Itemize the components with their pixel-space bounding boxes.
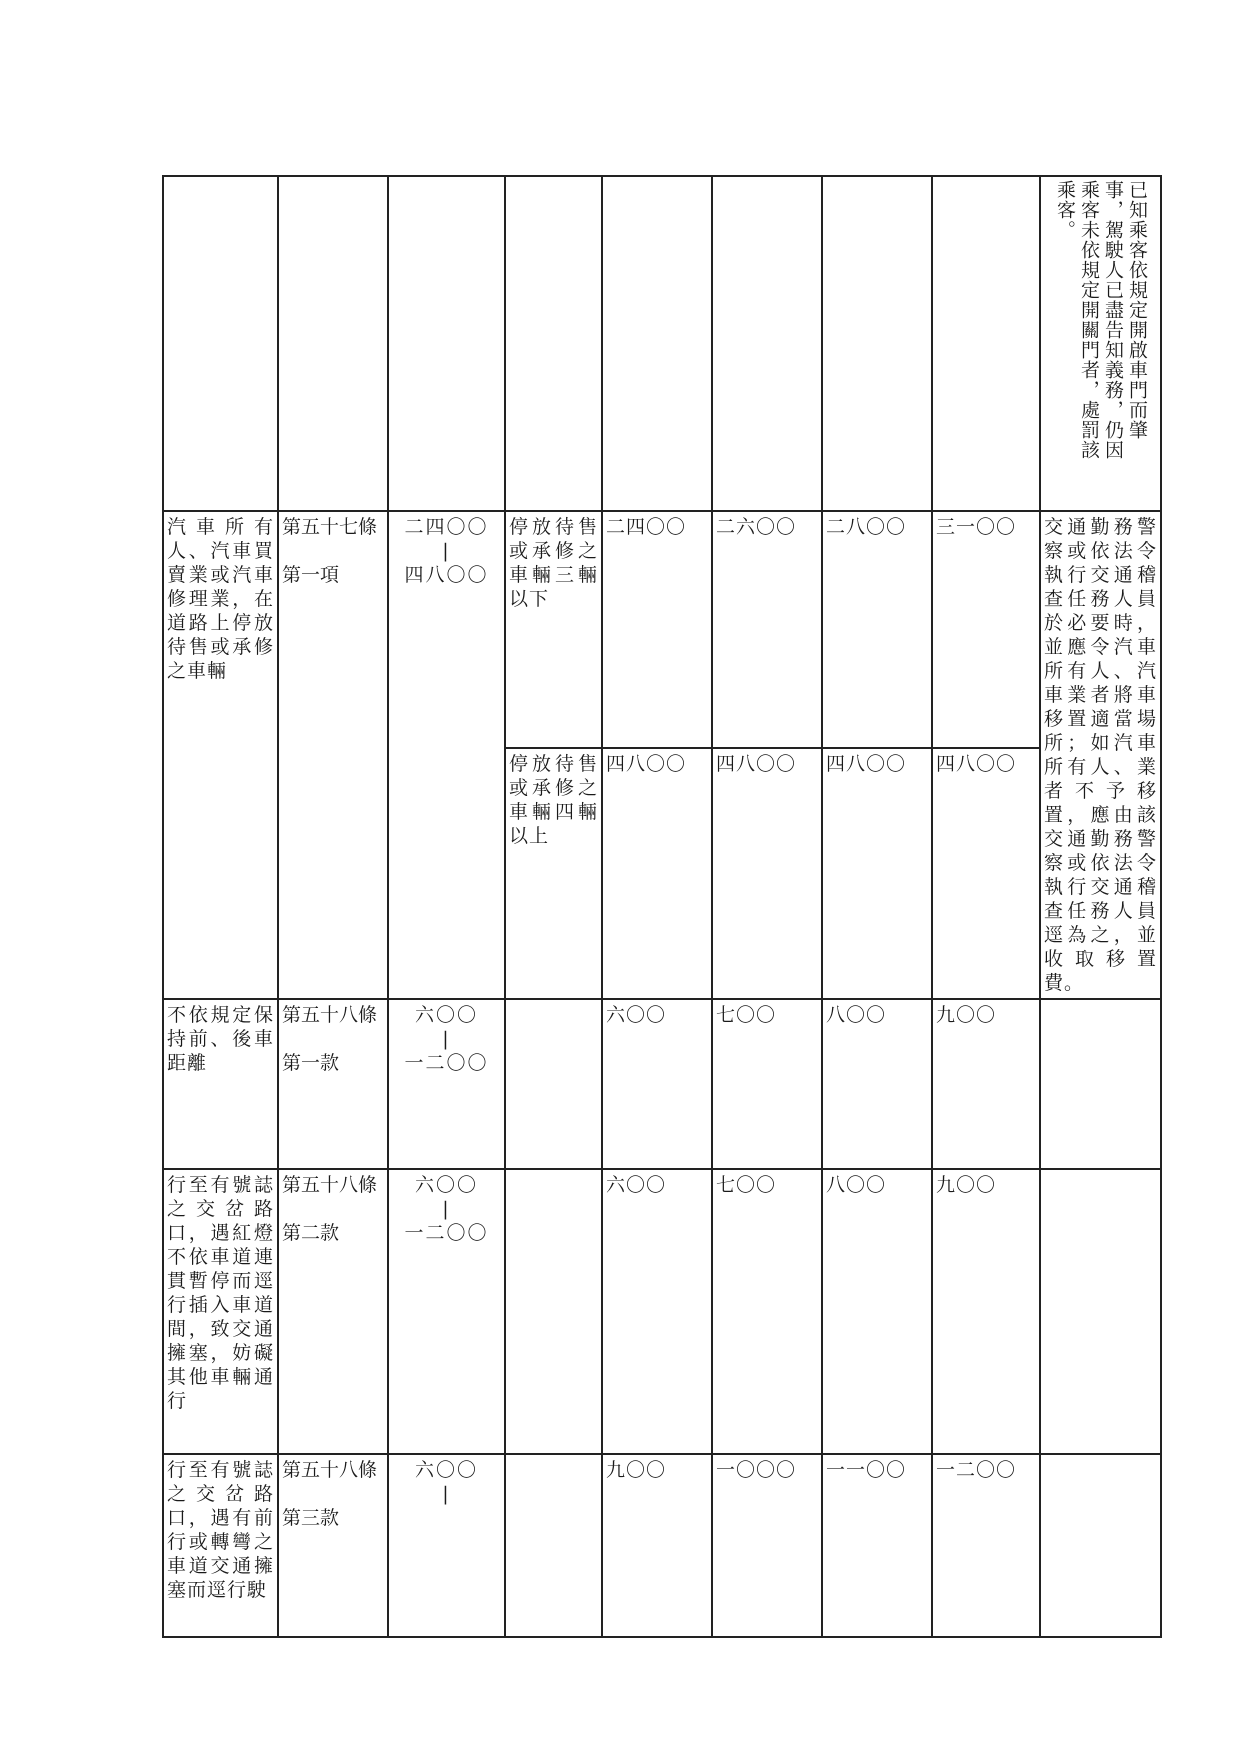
table-row <box>163 176 1161 511</box>
fine-level-2-cell: 七〇〇 <box>712 999 822 1169</box>
condition-cell <box>505 176 602 511</box>
fine-level-4-cell: 四八〇〇 <box>932 748 1040 999</box>
legal-article-cell: 第五十七條 第一項 <box>278 511 388 999</box>
fine-level-4-cell: 一二〇〇 <box>932 1454 1040 1637</box>
remarks-vertical-text: 已知乘客依規定開啟車門而肇事，駕駛人已盡告知義務，仍因乘客未依規定開關門者，處罰該乘客。 <box>1054 180 1148 460</box>
legal-article-cell: 第五十八條 第二款 <box>278 1169 388 1454</box>
legal-article-cell <box>278 176 388 511</box>
remarks-cell <box>1040 176 1161 511</box>
fine-level-4-cell <box>932 176 1040 511</box>
remarks-cell <box>1040 1169 1161 1454</box>
fine-level-2-cell: 二六〇〇 <box>712 511 822 748</box>
condition-cell <box>505 1169 602 1454</box>
legal-article-cell: 第五十八條 第一款 <box>278 999 388 1169</box>
condition-cell <box>505 1454 602 1637</box>
table-row <box>163 1454 1161 1637</box>
remarks-cell <box>1040 999 1161 1169</box>
fine-level-2-cell: 四八〇〇 <box>712 748 822 999</box>
fine-level-1-cell: 六〇〇 <box>602 999 712 1169</box>
fine-level-1-cell: 九〇〇 <box>602 1454 712 1637</box>
fine-level-3-cell: 四八〇〇 <box>822 748 932 999</box>
fine-level-3-cell: 八〇〇 <box>822 999 932 1169</box>
condition-cell <box>505 999 602 1169</box>
table-row <box>163 511 1161 748</box>
violation-description-cell: 行至有號誌之交岔路口，遇有前行或轉彎之車道交通擁塞而逕行駛 <box>163 1454 278 1637</box>
fine-schedule-table <box>162 175 1162 1638</box>
violation-description-cell <box>163 176 278 511</box>
fine-level-1-cell: 六〇〇 <box>602 1169 712 1454</box>
fine-level-2-cell <box>712 176 822 511</box>
fine-level-4-cell: 九〇〇 <box>932 999 1040 1169</box>
fine-level-1-cell <box>602 176 712 511</box>
fine-level-2-cell: 一〇〇〇 <box>712 1454 822 1637</box>
remarks-cell: 交通勤務警察或依法令執行交通稽查任務人員於必要時，並應令汽車所有人、汽車業者將車移置適當場所；如汽車所有人、業者不予移置，應由該交通勤務警察或依法令執行交通稽查任務人員逕為之，並收取移置費。 <box>1040 511 1161 999</box>
fine-level-3-cell: 二八〇〇 <box>822 511 932 748</box>
fine-level-1-cell: 四八〇〇 <box>602 748 712 999</box>
violation-description-cell: 汽車所有人、汽車買賣業或汽車修理業，在道路上停放待售或承修之車輛 <box>163 511 278 999</box>
fine-level-4-cell: 三一〇〇 <box>932 511 1040 748</box>
fine-level-1-cell: 二四〇〇 <box>602 511 712 748</box>
fine-range-cell: 六〇〇 | 一二〇〇 <box>388 1169 505 1454</box>
remarks-cell <box>1040 1454 1161 1637</box>
condition-cell: 停放待售或承修之車輛三輛以下 <box>505 511 602 748</box>
violation-description-cell: 行至有號誌之交岔路口，遇紅燈不依車道連貫暫停而逕行插入車道間，致交通擁塞，妨礙其他車輛通行 <box>163 1169 278 1454</box>
table-row <box>163 1169 1161 1454</box>
fine-range-cell: 二四〇〇 | 四八〇〇 <box>388 511 505 999</box>
fine-level-3-cell: 一一〇〇 <box>822 1454 932 1637</box>
fine-level-2-cell: 七〇〇 <box>712 1169 822 1454</box>
fine-range-cell: 六〇〇 | 一二〇〇 <box>388 999 505 1169</box>
violation-description-cell: 不依規定保持前、後車距離 <box>163 999 278 1169</box>
condition-cell: 停放待售或承修之車輛四輛以上 <box>505 748 602 999</box>
fine-level-3-cell <box>822 176 932 511</box>
fine-range-cell <box>388 176 505 511</box>
fine-level-4-cell: 九〇〇 <box>932 1169 1040 1454</box>
fine-level-3-cell: 八〇〇 <box>822 1169 932 1454</box>
legal-article-cell: 第五十八條 第三款 <box>278 1454 388 1637</box>
table-row <box>163 999 1161 1169</box>
fine-range-cell: 六〇〇 | <box>388 1454 505 1637</box>
